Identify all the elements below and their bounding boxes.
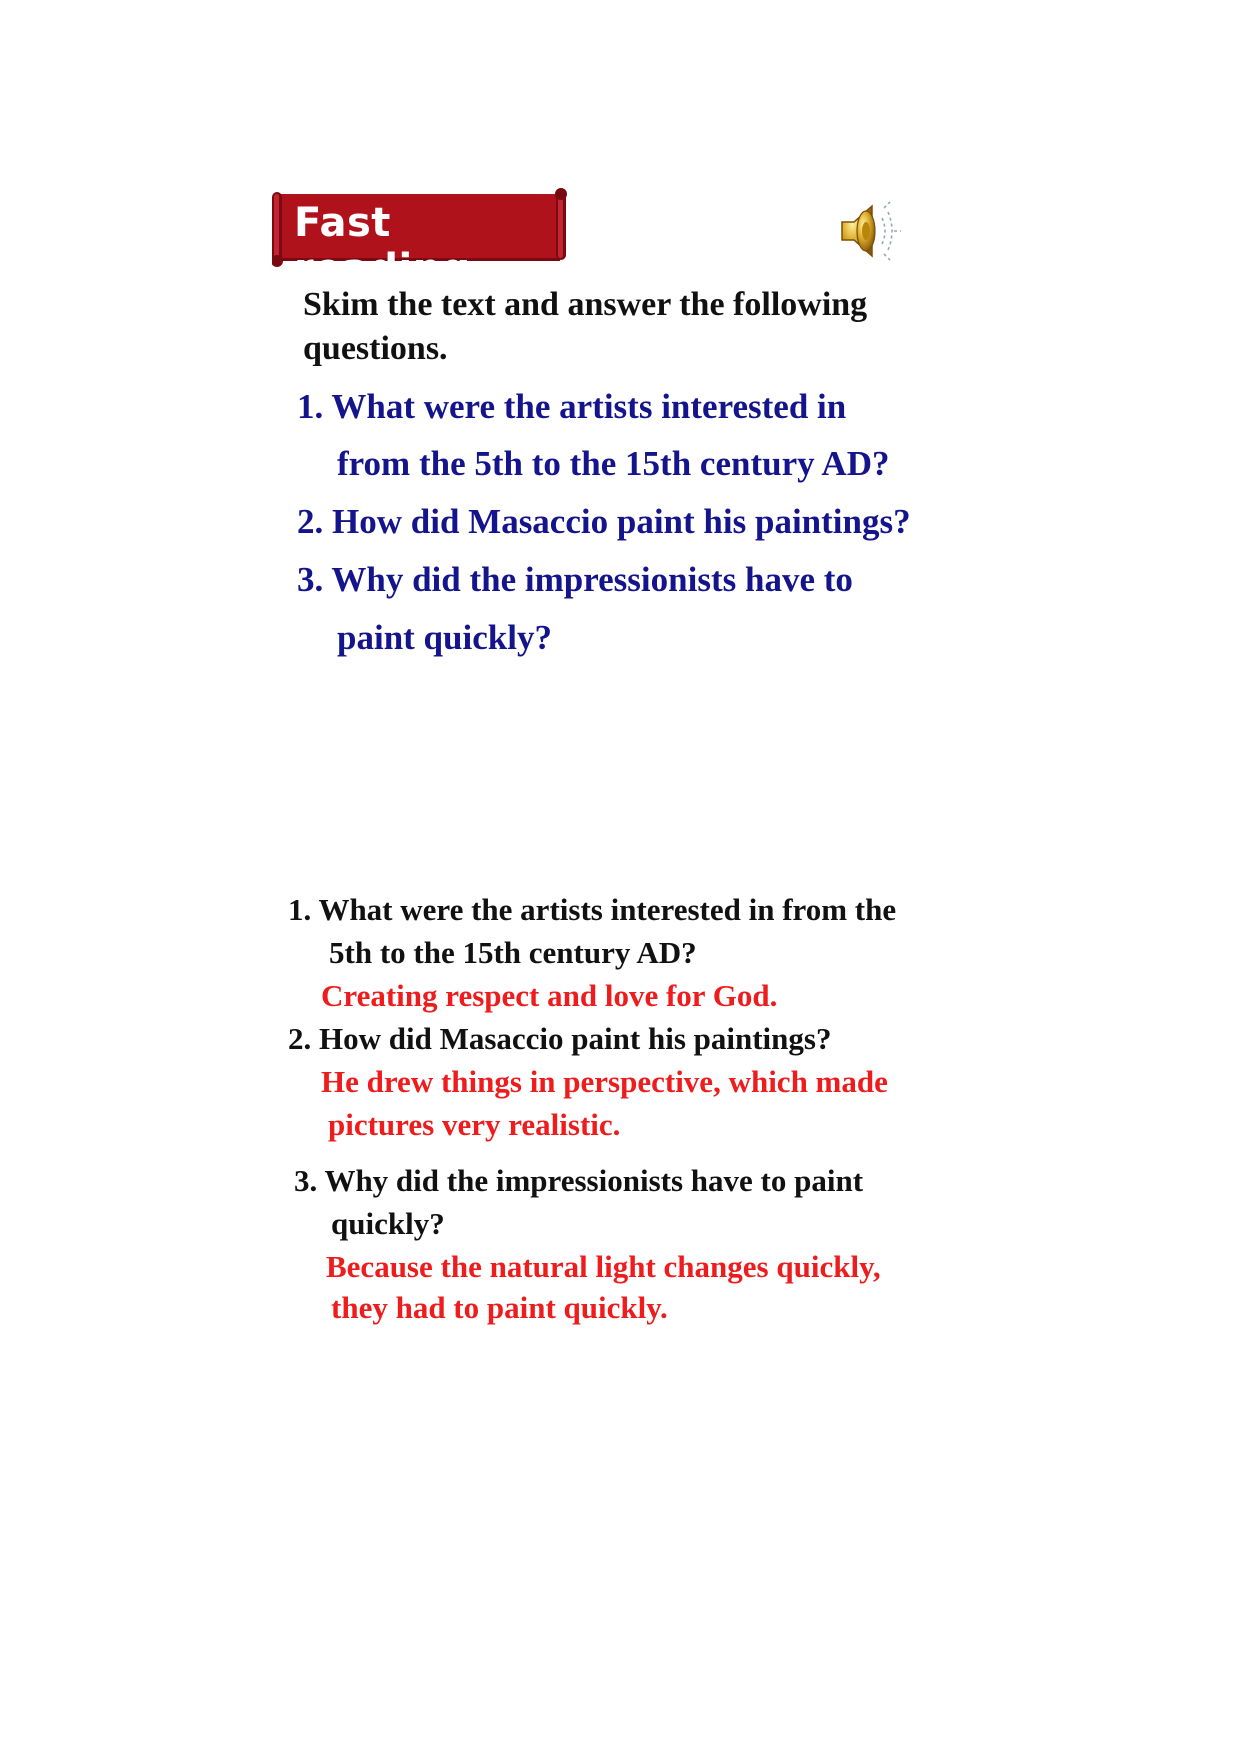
answer-2-line-1: He drew things in perspective, which made: [321, 1064, 888, 1099]
answer-3-line-1: Because the natural light changes quickly,: [326, 1249, 881, 1284]
answer-question-3-line-1: 3. Why did the impressionists have to paint: [294, 1163, 864, 1198]
answer-question-3-line-2: quickly?: [331, 1206, 445, 1241]
banner-title: Fast reading: [294, 200, 471, 292]
answer-3-line-2: they had to paint quickly.: [331, 1290, 668, 1325]
answer-1-line-1: Creating respect and love for God.: [321, 978, 778, 1013]
answer-question-2-line-1: 2. How did Masaccio paint his paintings?: [288, 1021, 832, 1056]
answer-question-1-line-1: 1. What were the artists interested in from the: [288, 892, 897, 927]
instruction-line-1: Skim the text and answer the following: [303, 286, 868, 323]
question-3-line-1: 3. Why did the impressionists have to: [297, 560, 853, 599]
answer-question-1-line-2: 5th to the 15th century AD?: [329, 935, 697, 970]
answer-2-line-2: pictures very realistic.: [328, 1107, 621, 1142]
question-3-line-2: paint quickly?: [337, 618, 552, 657]
question-1-line-1: 1. What were the artists interested in: [297, 387, 847, 426]
question-2-line-1: 2. How did Masaccio paint his paintings?: [297, 502, 911, 541]
speaker-icon[interactable]: [838, 200, 902, 262]
section-banner: [272, 188, 568, 292]
question-1-line-2: from the 5th to the 15th century AD?: [337, 444, 890, 483]
instruction-line-2: questions.: [303, 330, 448, 367]
